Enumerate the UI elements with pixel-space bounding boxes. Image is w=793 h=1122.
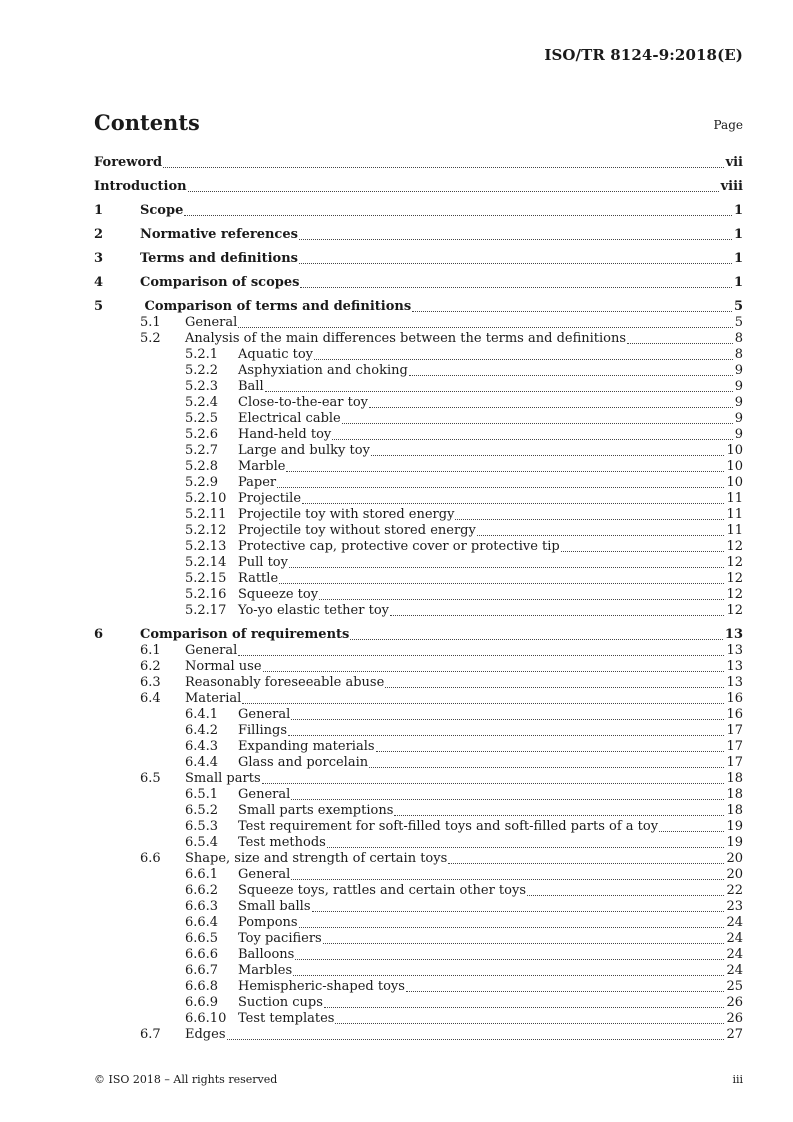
dot-leader xyxy=(286,471,724,472)
toc-entry[interactable] xyxy=(94,947,743,963)
toc-entry-page: 18 xyxy=(726,787,743,802)
dot-leader xyxy=(291,719,724,720)
toc-entry-page: 10 xyxy=(726,459,743,474)
dot-leader xyxy=(265,391,733,392)
dot-leader xyxy=(238,327,732,328)
toc-entry-page: 9 xyxy=(734,363,743,378)
dot-leader xyxy=(277,487,724,488)
toc-entry-page: 12 xyxy=(726,555,743,570)
toc-entry[interactable] xyxy=(94,1011,743,1027)
toc-entry[interactable] xyxy=(94,179,743,195)
toc-entry[interactable] xyxy=(94,539,743,555)
toc-entry[interactable] xyxy=(94,315,743,331)
dot-leader xyxy=(406,991,725,992)
toc-entry[interactable] xyxy=(94,899,743,915)
toc-entry-title: Projectile xyxy=(238,491,302,506)
dot-leader xyxy=(561,551,725,552)
toc-entry-title: Small parts exemptions xyxy=(238,803,394,818)
toc-entry-page: 13 xyxy=(726,659,743,674)
toc-entry-number: 6.5 xyxy=(140,771,161,786)
toc-entry[interactable] xyxy=(94,155,743,171)
dot-leader xyxy=(314,359,733,360)
dot-leader xyxy=(262,783,725,784)
toc-entry-title: Aquatic toy xyxy=(238,347,314,362)
dot-leader xyxy=(299,927,725,928)
toc-entry-page: 12 xyxy=(726,539,743,554)
toc-entry[interactable] xyxy=(94,555,743,571)
toc-entry-page: 1 xyxy=(733,275,743,290)
dot-leader xyxy=(238,655,724,656)
toc-entry-title: Test requirement for soft-filled toys and soft-filled parts of a toy xyxy=(238,819,659,834)
toc-entry-number: 6.1 xyxy=(140,643,161,658)
toc-entry-title: Expanding materials xyxy=(238,739,375,754)
toc-entry-page: 13 xyxy=(726,643,743,658)
toc-entry-page: 26 xyxy=(726,1011,743,1026)
toc-entry-number: 4 xyxy=(94,275,104,290)
toc-entry[interactable] xyxy=(94,787,743,803)
document-id: ISO/TR 8124-9:2018(E) xyxy=(544,46,743,64)
dot-leader xyxy=(288,735,724,736)
dot-leader xyxy=(324,1007,725,1008)
toc-entry[interactable] xyxy=(94,603,743,619)
toc-entry[interactable] xyxy=(94,587,743,603)
toc-entry-page: 8 xyxy=(734,347,743,362)
toc-entry-number: 6.7 xyxy=(140,1027,161,1042)
toc-entry[interactable] xyxy=(94,963,743,979)
toc-entry-title: Terms and definitions xyxy=(140,251,298,266)
toc-entry[interactable] xyxy=(94,643,743,659)
toc-entry[interactable] xyxy=(94,803,743,819)
toc-entry-number: 6.5.3 xyxy=(185,819,219,834)
toc-entry[interactable] xyxy=(94,395,743,411)
toc-entry-number: 6.6.7 xyxy=(185,963,219,978)
toc-entry-number: 5.2.13 xyxy=(185,539,227,554)
dot-leader xyxy=(369,407,733,408)
toc-entry-page: 11 xyxy=(726,523,743,538)
toc-entry-title: Comparison of scopes xyxy=(140,275,300,290)
page-title: Contents xyxy=(94,110,200,135)
toc-entry-title: Normative references xyxy=(140,227,298,242)
toc-entry-title: Comparison of requirements xyxy=(140,627,350,642)
dot-leader xyxy=(227,1039,725,1040)
toc-entry-number: 6.6 xyxy=(140,851,161,866)
toc-entry-page: 12 xyxy=(726,603,743,618)
toc-entry-page: 23 xyxy=(726,899,743,914)
toc-entry-number: 2 xyxy=(94,227,104,242)
toc-entry-page: 16 xyxy=(726,707,743,722)
toc-entry-page: 20 xyxy=(726,867,743,882)
toc-entry-number: 5.2 xyxy=(140,331,161,346)
toc-entry[interactable] xyxy=(94,675,743,691)
toc-entry-number: 1 xyxy=(94,203,104,218)
toc-entry-number: 6.6.3 xyxy=(185,899,219,914)
toc-entry-number: 6.6.9 xyxy=(185,995,219,1010)
toc-entry-title: General xyxy=(238,787,291,802)
dot-leader xyxy=(323,943,725,944)
dot-leader xyxy=(477,535,725,536)
dot-leader xyxy=(627,343,733,344)
toc-entry-title: Yo-yo elastic tether toy xyxy=(238,603,389,618)
toc-entry[interactable] xyxy=(94,475,743,491)
toc-entry-number: 6.4 xyxy=(140,691,161,706)
dot-leader xyxy=(659,831,724,832)
toc-entry-number: 6.6.1 xyxy=(185,867,219,882)
toc-entry-title: Projectile toy with stored energy xyxy=(238,507,455,522)
toc-entry-number: 5.2.10 xyxy=(185,491,227,506)
toc-entry[interactable] xyxy=(94,707,743,723)
toc-entry-title: Normal use xyxy=(185,659,262,674)
toc-entry-page: 19 xyxy=(726,835,743,850)
toc-entry[interactable] xyxy=(94,995,743,1011)
toc-entry-page: 5 xyxy=(734,315,743,330)
dot-leader xyxy=(390,615,724,616)
copyright-notice: © ISO 2018 – All rights reserved xyxy=(94,1073,278,1086)
toc-entry-page: 12 xyxy=(726,571,743,586)
toc-entry-number: 5.2.8 xyxy=(185,459,219,474)
toc-entry-page: 12 xyxy=(726,587,743,602)
toc-entry-number: 5.2.1 xyxy=(185,347,219,362)
dot-leader xyxy=(332,439,732,440)
dot-leader xyxy=(289,567,724,568)
toc-entry[interactable] xyxy=(94,299,743,315)
toc-entry-page: 9 xyxy=(734,427,743,442)
dot-leader xyxy=(299,239,732,240)
dot-leader xyxy=(319,599,724,600)
toc-entry[interactable] xyxy=(94,883,743,899)
toc-entry-number: 6.3 xyxy=(140,675,161,690)
toc-entry-page: 9 xyxy=(734,379,743,394)
dot-leader xyxy=(342,423,733,424)
toc-entry[interactable] xyxy=(94,867,743,883)
toc-entry[interactable] xyxy=(94,571,743,587)
dot-leader xyxy=(291,799,724,800)
dot-leader xyxy=(184,215,732,216)
toc-entry-number: 6.6.2 xyxy=(185,883,219,898)
page-column-label: Page xyxy=(713,118,743,132)
toc-entry-page: 11 xyxy=(726,507,743,522)
toc-entry-title: General xyxy=(185,643,238,658)
toc-entry-number: 6.4.1 xyxy=(185,707,219,722)
toc-entry-title: Scope xyxy=(140,203,184,218)
dot-leader xyxy=(455,519,724,520)
toc-entry-page: 1 xyxy=(733,203,743,218)
toc-entry-page: 1 xyxy=(733,227,743,242)
page-number: iii xyxy=(732,1073,743,1086)
toc-entry-page: 18 xyxy=(726,803,743,818)
toc-entry-title: Foreword xyxy=(94,155,163,170)
toc-entry-page: viii xyxy=(720,179,743,194)
dot-leader xyxy=(412,311,732,312)
toc-entry-page: 13 xyxy=(724,627,743,642)
dot-leader xyxy=(394,815,724,816)
toc-entry[interactable] xyxy=(94,275,743,291)
dot-leader xyxy=(291,879,724,880)
toc-entry-title: Pompons xyxy=(238,915,298,930)
toc-entry-number: 6.5.2 xyxy=(185,803,219,818)
toc-entry-number: 5.2.17 xyxy=(185,603,227,618)
toc-entry-number: 5.2.9 xyxy=(185,475,219,490)
toc-entry[interactable] xyxy=(94,915,743,931)
toc-entry-number: 6.4.3 xyxy=(185,739,219,754)
toc-entry[interactable] xyxy=(94,691,743,707)
toc-entry-title: Material xyxy=(185,691,242,706)
toc-entry-number: 6.4.4 xyxy=(185,755,219,770)
toc-entry-number: 6.6.10 xyxy=(185,1011,227,1026)
toc-entry-number: 6.5.1 xyxy=(185,787,219,802)
toc-entry-number: 5.2.12 xyxy=(185,523,227,538)
toc-entry-title: Balloons xyxy=(238,947,295,962)
toc-entry-page: vii xyxy=(725,155,743,170)
toc-entry[interactable] xyxy=(94,347,743,363)
dot-leader xyxy=(293,975,724,976)
toc-entry[interactable] xyxy=(94,739,743,755)
toc-entry-page: 5 xyxy=(733,299,743,314)
toc-entry[interactable] xyxy=(94,443,743,459)
toc-entry-page: 24 xyxy=(726,915,743,930)
toc-entry-number: 5.1 xyxy=(140,315,161,330)
toc-entry-number: 5 xyxy=(94,299,104,314)
toc-entry-title: Squeeze toys, rattles and certain other toys xyxy=(238,883,526,898)
toc-entry-title: Fillings xyxy=(238,723,288,738)
toc-entry-title: General xyxy=(238,707,291,722)
toc-entry-page: 8 xyxy=(734,331,743,346)
dot-leader xyxy=(409,375,733,376)
toc-entry-title: Toy pacifiers xyxy=(238,931,322,946)
toc-entry-page: 11 xyxy=(726,491,743,506)
toc-entry[interactable] xyxy=(94,931,743,947)
toc-entry-number: 6.4.2 xyxy=(185,723,219,738)
toc-entry-number: 5.2.6 xyxy=(185,427,219,442)
toc-entry-number: 6.6.4 xyxy=(185,915,219,930)
toc-entry-title: Comparison of terms and definitions xyxy=(140,299,412,314)
dot-leader xyxy=(385,687,724,688)
dot-leader xyxy=(163,167,723,168)
toc-entry-title: Pull toy xyxy=(238,555,288,570)
toc-entry[interactable] xyxy=(94,523,743,539)
toc-entry[interactable] xyxy=(94,379,743,395)
toc-entry[interactable] xyxy=(94,491,743,507)
dot-leader xyxy=(300,287,732,288)
toc-entry-title: Edges xyxy=(185,1027,226,1042)
toc-entry[interactable] xyxy=(94,411,743,427)
toc-entry[interactable] xyxy=(94,851,743,867)
dot-leader xyxy=(263,671,725,672)
toc-entry-title: Electrical cable xyxy=(238,411,341,426)
toc-entry[interactable] xyxy=(94,819,743,835)
dot-leader xyxy=(302,503,724,504)
toc-entry[interactable] xyxy=(94,659,743,675)
toc-entry-page: 10 xyxy=(726,443,743,458)
toc-entry-title: Marble xyxy=(238,459,286,474)
toc-entry-page: 24 xyxy=(726,947,743,962)
toc-entry-page: 13 xyxy=(726,675,743,690)
toc-entry-number: 5.2.4 xyxy=(185,395,219,410)
toc-entry-number: 5.2.14 xyxy=(185,555,227,570)
toc-entry-page: 17 xyxy=(726,723,743,738)
dot-leader xyxy=(369,767,724,768)
toc-entry-number: 6.6.5 xyxy=(185,931,219,946)
toc-entry-page: 24 xyxy=(726,963,743,978)
toc-entry-title: General xyxy=(238,867,291,882)
toc-entry[interactable] xyxy=(94,251,743,267)
toc-entry-number: 6.5.4 xyxy=(185,835,219,850)
toc-entry-page: 27 xyxy=(726,1027,743,1042)
toc-entry[interactable] xyxy=(94,723,743,739)
dot-leader xyxy=(295,959,724,960)
toc-entry[interactable] xyxy=(94,331,743,347)
toc-entry-number: 6.2 xyxy=(140,659,161,674)
toc-entry[interactable] xyxy=(94,227,743,243)
toc-entry-page: 9 xyxy=(734,395,743,410)
toc-entry[interactable] xyxy=(94,203,743,219)
toc-entry-page: 26 xyxy=(726,995,743,1010)
toc-entry-title: Projectile toy without stored energy xyxy=(238,523,476,538)
dot-leader xyxy=(242,703,724,704)
toc-entry-title: Large and bulky toy xyxy=(238,443,370,458)
dot-leader xyxy=(350,639,723,640)
dot-leader xyxy=(335,1023,724,1024)
toc-entry-title: Test methods xyxy=(238,835,326,850)
toc-entry-number: 6.6.8 xyxy=(185,979,219,994)
toc-entry[interactable] xyxy=(94,979,743,995)
toc-entry[interactable] xyxy=(94,459,743,475)
toc-entry-number: 5.2.11 xyxy=(185,507,227,522)
dot-leader xyxy=(188,191,719,192)
toc-entry-page: 24 xyxy=(726,931,743,946)
dot-leader xyxy=(527,895,724,896)
toc-entry[interactable] xyxy=(94,627,743,643)
toc-entry-title: Glass and porcelain xyxy=(238,755,369,770)
toc-entry-number: 5.2.7 xyxy=(185,443,219,458)
toc-entry-title: Asphyxiation and choking xyxy=(238,363,408,378)
toc-entry-title: Analysis of the main differences between the terms and definitions xyxy=(185,331,627,346)
toc-entry-title: Protective cap, protective cover or protective tip xyxy=(238,539,560,554)
toc-entry-number: 3 xyxy=(94,251,104,266)
toc-entry-page: 17 xyxy=(726,739,743,754)
toc-entry-number: 5.2.5 xyxy=(185,411,219,426)
toc-entry-number: 5.2.15 xyxy=(185,571,227,586)
toc-entry-page: 18 xyxy=(726,771,743,786)
toc-entry[interactable] xyxy=(94,507,743,523)
toc-entry-page: 10 xyxy=(726,475,743,490)
toc-entry-page: 17 xyxy=(726,755,743,770)
dot-leader xyxy=(299,263,732,264)
toc-entry-page: 25 xyxy=(726,979,743,994)
toc-entry-title: Ball xyxy=(238,379,264,394)
toc-entry-number: 5.2.2 xyxy=(185,363,219,378)
toc-entry-number: 5.2.3 xyxy=(185,379,219,394)
dot-leader xyxy=(279,583,724,584)
toc-entry-number: 5.2.16 xyxy=(185,587,227,602)
toc-entry-title: Paper xyxy=(238,475,277,490)
toc-entry-title: Reasonably foreseeable abuse xyxy=(185,675,385,690)
toc-entry-title: General xyxy=(185,315,238,330)
toc-entry-page: 19 xyxy=(726,819,743,834)
toc-entry-title: Small parts xyxy=(185,771,261,786)
toc-entry-title: Close-to-the-ear toy xyxy=(238,395,368,410)
toc-entry-title: Marbles xyxy=(238,963,293,978)
toc-entry-title: Squeeze toy xyxy=(238,587,319,602)
toc-entry[interactable] xyxy=(94,427,743,443)
toc-entry[interactable] xyxy=(94,363,743,379)
toc-entry[interactable] xyxy=(94,835,743,851)
toc-entry-page: 9 xyxy=(734,411,743,426)
toc-entry-title: Hemispheric-shaped toys xyxy=(238,979,405,994)
dot-leader xyxy=(376,751,725,752)
toc-entry-page: 20 xyxy=(726,851,743,866)
toc-entry-number: 6 xyxy=(94,627,104,642)
dot-leader xyxy=(371,455,725,456)
toc-entry-number: 6.6.6 xyxy=(185,947,219,962)
toc-entry-page: 16 xyxy=(726,691,743,706)
toc-entry-title: Test templates xyxy=(238,1011,335,1026)
dot-leader xyxy=(312,911,725,912)
dot-leader xyxy=(448,863,724,864)
toc-entry-title: Introduction xyxy=(94,179,187,194)
toc-entry[interactable] xyxy=(94,755,743,771)
toc-entry-page: 22 xyxy=(726,883,743,898)
toc-entry[interactable] xyxy=(94,771,743,787)
toc-entry-page: 1 xyxy=(733,251,743,266)
toc-entry-title: Shape, size and strength of certain toys xyxy=(185,851,448,866)
toc-entry-title: Hand-held toy xyxy=(238,427,332,442)
toc-entry[interactable] xyxy=(94,1027,743,1043)
dot-leader xyxy=(327,847,725,848)
toc-entry-title: Rattle xyxy=(238,571,279,586)
table-of-contents xyxy=(94,150,743,1043)
toc-entry-title: Suction cups xyxy=(238,995,323,1010)
toc-entry-title: Small balls xyxy=(238,899,311,914)
